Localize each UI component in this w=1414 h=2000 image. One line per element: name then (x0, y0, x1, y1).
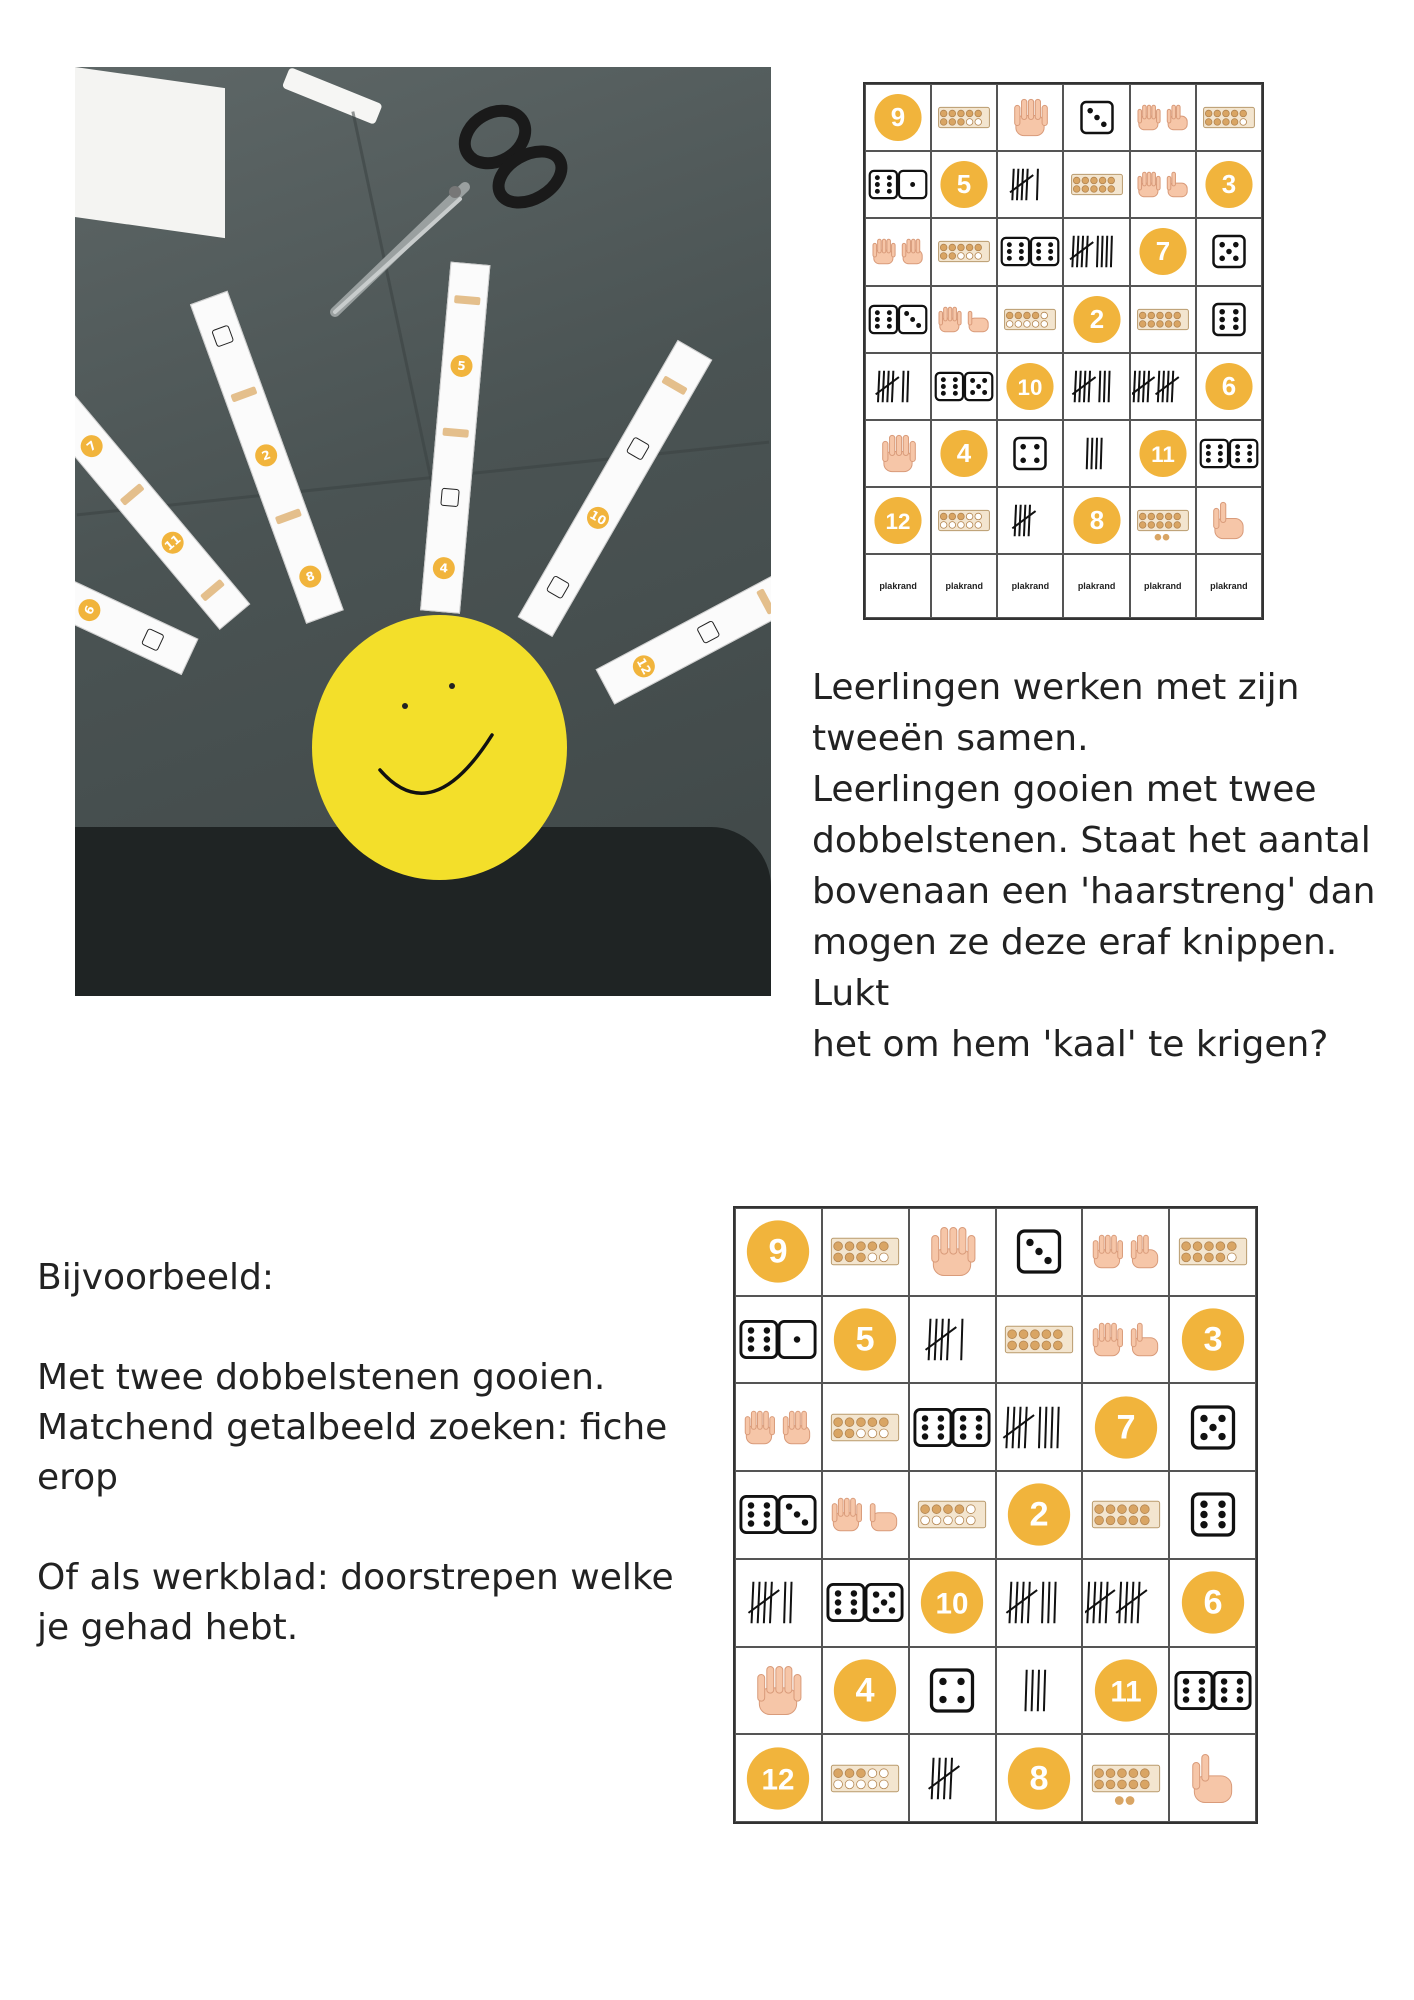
grid-cell-number (1196, 353, 1262, 420)
grid-cell-rekenrek (909, 1471, 996, 1559)
rekenrek-icon (911, 1473, 993, 1556)
number-token-icon (737, 1737, 819, 1820)
rekenrek-icon (933, 220, 995, 283)
small-getalbeeld-grid (863, 82, 1264, 620)
two-hands-icon (1132, 86, 1194, 149)
grid-cell-rekenrek (997, 286, 1063, 353)
grid-cell-hand (1196, 487, 1262, 554)
rekenrek-icon (454, 295, 481, 305)
svg-text:12: 12 (761, 1763, 795, 1797)
rekenrek-icon (442, 428, 469, 438)
svg-text:12: 12 (885, 509, 911, 535)
example-line: Met twee dobbelstenen gooien. (37, 1357, 606, 1398)
two-dice-icon (999, 220, 1061, 283)
grid-cell-number (1082, 1647, 1169, 1735)
rekenrek-icon (120, 483, 145, 506)
grid-cell-rekenrek (1082, 1471, 1169, 1559)
number-token-icon (1066, 288, 1128, 351)
grid-cell-die (1196, 286, 1262, 353)
example-heading: Bijvoorbeeld: (37, 1257, 274, 1298)
two-hands-icon (737, 1386, 819, 1469)
grid-cell-number (909, 1559, 996, 1647)
number-token-icon (824, 1298, 906, 1381)
grid-cell-die (1196, 218, 1262, 285)
rekenrek-icon (1198, 86, 1260, 149)
grid-cell-number (997, 353, 1063, 420)
grid-cell-number (931, 151, 997, 218)
plakrand-cell (1130, 554, 1196, 618)
example-line: Matchend getalbeeld zoeken: fiche erop (37, 1407, 668, 1498)
grid-cell-dice (931, 353, 997, 420)
tally-marks-icon (999, 153, 1061, 216)
hand-icon (911, 1210, 993, 1293)
grid-cell-number (931, 420, 997, 487)
number-token-icon (1132, 422, 1194, 485)
number-token-icon (1172, 1298, 1254, 1381)
grid-cell-hands (822, 1471, 909, 1559)
die-icon (999, 422, 1061, 485)
grid-cell-number (996, 1734, 1083, 1822)
die-icon (696, 620, 720, 644)
rekenrek-icon (1172, 1210, 1254, 1293)
grid-cell-number (1063, 487, 1129, 554)
die-icon (1198, 288, 1260, 351)
svg-text:7: 7 (1155, 238, 1170, 267)
rekenrek-icon (824, 1737, 906, 1820)
rekenrek-icon (933, 489, 995, 552)
rekenrek-icon (756, 588, 771, 615)
grid-cell-tally (909, 1734, 996, 1822)
grid-cell-tally (997, 487, 1063, 554)
instruction-line: Leerlingen gooien met twee (812, 769, 1317, 810)
grid-cell-number (1196, 151, 1262, 218)
rekenrek-icon (661, 375, 688, 395)
number-token-icon (998, 1737, 1080, 1820)
die-icon (546, 575, 571, 600)
grid-cell-rekenrek (931, 84, 997, 151)
tally-marks-icon (911, 1298, 993, 1381)
tally-marks-icon (867, 355, 929, 418)
instruction-line: het om hem 'kaal' te krigen? (812, 1024, 1329, 1065)
grid-cell-number (1130, 218, 1196, 285)
svg-text:11: 11 (1150, 441, 1175, 467)
grid-cell-die (996, 1208, 1083, 1296)
number-token-icon (1172, 1561, 1254, 1644)
two-hands-icon (933, 288, 995, 351)
plakrand-cell (1196, 554, 1262, 618)
grid-cell-hands (735, 1383, 822, 1471)
die-icon (1172, 1473, 1254, 1556)
two-hands-icon (1085, 1298, 1167, 1381)
tally-marks-icon (1066, 355, 1128, 418)
grid-cell-rekenrek (1082, 1734, 1169, 1822)
die-icon (1198, 220, 1260, 283)
tally-marks-icon (998, 1386, 1080, 1469)
die-icon (1066, 86, 1128, 149)
tally-marks-icon (1085, 1561, 1167, 1644)
plakrand-label: plakrand (1143, 581, 1182, 592)
rekenrek-icon (824, 1210, 906, 1293)
grid-cell-number (822, 1647, 909, 1735)
example-line: je gehad hebt. (37, 1607, 299, 1648)
two-hands-icon (1132, 153, 1194, 216)
rekenrek-icon (230, 386, 257, 402)
two-hands-icon (824, 1473, 906, 1556)
number-token-icon (737, 1210, 819, 1293)
grid-cell-rekenrek (1063, 151, 1129, 218)
tally-marks-icon (999, 489, 1061, 552)
tally-marks-icon (1066, 220, 1128, 283)
number-token-icon (1085, 1649, 1167, 1732)
grid-cell-dice (735, 1471, 822, 1559)
grid-cell-dice (865, 286, 931, 353)
number-token: 6 (75, 595, 104, 624)
tally-marks-icon (1132, 355, 1194, 418)
number-token-icon (824, 1649, 906, 1732)
svg-text:7: 7 (1116, 1408, 1136, 1447)
rekenrek-icon (998, 1298, 1080, 1381)
instructions-text (812, 662, 1402, 1070)
grid-cell-hand (1169, 1734, 1256, 1822)
grid-cell-hand (735, 1647, 822, 1735)
grid-cell-tally (996, 1383, 1083, 1471)
grid-cell-rekenrek (931, 218, 997, 285)
grid-cell-dice (735, 1296, 822, 1384)
svg-text:6: 6 (1221, 372, 1237, 401)
grid-cell-rekenrek (996, 1296, 1083, 1384)
grid-cell-hands (931, 286, 997, 353)
two-dice-icon (1198, 422, 1260, 485)
grid-cell-tally (1063, 353, 1129, 420)
svg-text:2: 2 (1089, 305, 1104, 334)
grid-cell-dice (865, 151, 931, 218)
number-token: 10 (583, 503, 613, 533)
rekenrek-icon (1085, 1473, 1167, 1556)
plakrand-cell (931, 554, 997, 618)
rekenrek-icon (824, 1386, 906, 1469)
grid-cell-die (1169, 1471, 1256, 1559)
grid-cell-dice (1196, 420, 1262, 487)
hand-icon (1198, 489, 1260, 552)
svg-text:9: 9 (890, 104, 906, 133)
number-token-icon (911, 1561, 993, 1644)
grid-cell-rekenrek (931, 487, 997, 554)
grid-cell-hand (997, 84, 1063, 151)
grid-cell-rekenrek (1169, 1208, 1256, 1296)
grid-cell-rekenrek (822, 1734, 909, 1822)
grid-cell-hand (909, 1208, 996, 1296)
svg-text:10: 10 (1017, 374, 1043, 400)
hand-icon (999, 86, 1061, 149)
plakrand-label: plakrand (1077, 581, 1116, 592)
grid-cell-hand (865, 420, 931, 487)
hand-icon (737, 1649, 819, 1732)
two-dice-icon (867, 153, 929, 216)
number-token-icon (1066, 489, 1128, 552)
die-icon (626, 436, 651, 461)
grid-cell-number (865, 84, 931, 151)
plakrand-label: plakrand (879, 581, 917, 592)
grid-cell-dice (1169, 1647, 1256, 1735)
grid-cell-die (1169, 1383, 1256, 1471)
number-token-icon (1198, 153, 1260, 216)
grid-cell-rekenrek (1196, 84, 1262, 151)
number-token-icon (998, 1473, 1080, 1556)
number-token-icon (999, 355, 1061, 418)
two-dice-icon (1172, 1649, 1254, 1732)
grid-cell-number (1169, 1296, 1256, 1384)
svg-text:4: 4 (957, 439, 972, 468)
grid-cell-tally (1082, 1559, 1169, 1647)
grid-cell-hands (1130, 84, 1196, 151)
two-hands-icon (867, 220, 929, 283)
plakrand-cell (1063, 554, 1129, 618)
instruction-line: bovenaan een 'haarstreng' dan (812, 871, 1376, 912)
hand-icon (1172, 1737, 1254, 1820)
smile-icon (312, 615, 567, 880)
number-token-icon (1198, 355, 1260, 418)
number-token-icon (867, 489, 929, 552)
grid-cell-tally (865, 353, 931, 420)
number-token: 11 (157, 527, 188, 558)
tally-marks-icon (998, 1561, 1080, 1644)
svg-text:4: 4 (855, 1671, 875, 1710)
rekenrek-icon (1132, 288, 1194, 351)
number-token-icon (933, 422, 995, 485)
grid-cell-dice (997, 218, 1063, 285)
tally-marks-icon (737, 1561, 819, 1644)
rekenrek-icon (275, 508, 302, 524)
rekenrek-icon (1066, 153, 1128, 216)
grid-cell-tally (996, 1559, 1083, 1647)
grid-cell-rekenrek (1130, 487, 1196, 554)
two-dice-icon (867, 288, 929, 351)
two-dice-icon (737, 1473, 819, 1556)
rekenrek-icon (933, 86, 995, 149)
grid-cell-tally (1063, 420, 1129, 487)
tally-marks-icon (911, 1737, 993, 1820)
rekenrek-icon (999, 288, 1061, 351)
grid-cell-number (735, 1734, 822, 1822)
grid-cell-hands (865, 218, 931, 285)
grid-cell-tally (735, 1559, 822, 1647)
instruction-line: mogen ze deze eraf knippen. Lukt (812, 922, 1338, 1014)
example-text (37, 1253, 727, 1653)
svg-text:11: 11 (1110, 1675, 1142, 1709)
grid-cell-number (735, 1208, 822, 1296)
hand-icon (867, 422, 929, 485)
instruction-line: dobbelstenen. Staat het aantal (812, 820, 1371, 861)
svg-text:8: 8 (1029, 1759, 1049, 1798)
grid-cell-number (996, 1471, 1083, 1559)
number-token: 5 (450, 354, 474, 378)
svg-text:5: 5 (957, 171, 972, 200)
plakrand-label: plakrand (1011, 581, 1050, 592)
tally-marks-icon (1066, 422, 1128, 485)
grid-cell-number (822, 1296, 909, 1384)
grid-cell-tally (997, 151, 1063, 218)
die-icon (211, 324, 234, 347)
sun-craft-photo (75, 67, 771, 996)
two-dice-icon (911, 1386, 993, 1469)
two-dice-icon (824, 1561, 906, 1644)
svg-text:9: 9 (768, 1233, 788, 1272)
grid-cell-dice (822, 1559, 909, 1647)
grid-cell-rekenrek (822, 1383, 909, 1471)
rekenrek-icon (200, 579, 225, 602)
number-token: 7 (76, 431, 107, 462)
tally-marks-icon (998, 1649, 1080, 1732)
svg-text:2: 2 (1029, 1496, 1049, 1535)
two-hands-icon (1085, 1210, 1167, 1293)
sun-face (312, 615, 567, 880)
svg-text:3: 3 (1203, 1320, 1223, 1359)
number-token: 4 (432, 556, 456, 580)
number-token-icon (933, 153, 995, 216)
svg-text:5: 5 (855, 1320, 875, 1359)
die-icon (440, 487, 460, 507)
number-token: 12 (629, 651, 659, 681)
svg-text:3: 3 (1221, 171, 1237, 200)
grid-cell-number (1082, 1383, 1169, 1471)
instruction-line: tweeën samen. (812, 718, 1089, 759)
grid-cell-tally (996, 1647, 1083, 1735)
grid-cell-number (865, 487, 931, 554)
grid-cell-hands (1082, 1296, 1169, 1384)
example-line: Of als werkblad: doorstrepen welke (37, 1557, 674, 1598)
number-token-icon (1132, 220, 1194, 283)
plakrand-cell (997, 554, 1063, 618)
plakrand-label: plakrand (945, 581, 983, 592)
grid-cell-number (1063, 286, 1129, 353)
number-token: 2 (252, 441, 280, 469)
rekenrek-icon (1085, 1737, 1167, 1820)
two-dice-icon (933, 355, 995, 418)
grid-cell-number (1130, 420, 1196, 487)
die-icon (1172, 1386, 1254, 1469)
grid-cell-dice (909, 1383, 996, 1471)
die-icon (141, 628, 165, 652)
large-getalbeeld-grid (733, 1206, 1258, 1824)
plakrand-cell (865, 554, 931, 618)
grid-cell-die (1063, 84, 1129, 151)
two-dice-icon (737, 1298, 819, 1381)
grid-cell-rekenrek (1130, 286, 1196, 353)
instruction-line: Leerlingen werken met zijn (812, 667, 1300, 708)
grid-cell-hands (1082, 1208, 1169, 1296)
svg-text:10: 10 (935, 1587, 969, 1621)
svg-text:8: 8 (1089, 507, 1104, 536)
grid-cell-tally (1063, 218, 1129, 285)
svg-text:6: 6 (1203, 1583, 1223, 1622)
number-token: 8 (296, 563, 324, 591)
rekenrek-icon (1132, 489, 1194, 552)
number-token-icon (1085, 1386, 1167, 1469)
grid-cell-rekenrek (822, 1208, 909, 1296)
number-token-icon (867, 86, 929, 149)
grid-cell-tally (1130, 353, 1196, 420)
grid-cell-tally (909, 1296, 996, 1384)
die-icon (911, 1649, 993, 1732)
grid-cell-number (1169, 1559, 1256, 1647)
plakrand-label: plakrand (1210, 581, 1248, 592)
grid-cell-hands (1130, 151, 1196, 218)
die-icon (998, 1210, 1080, 1293)
grid-cell-die (909, 1647, 996, 1735)
grid-cell-die (997, 420, 1063, 487)
